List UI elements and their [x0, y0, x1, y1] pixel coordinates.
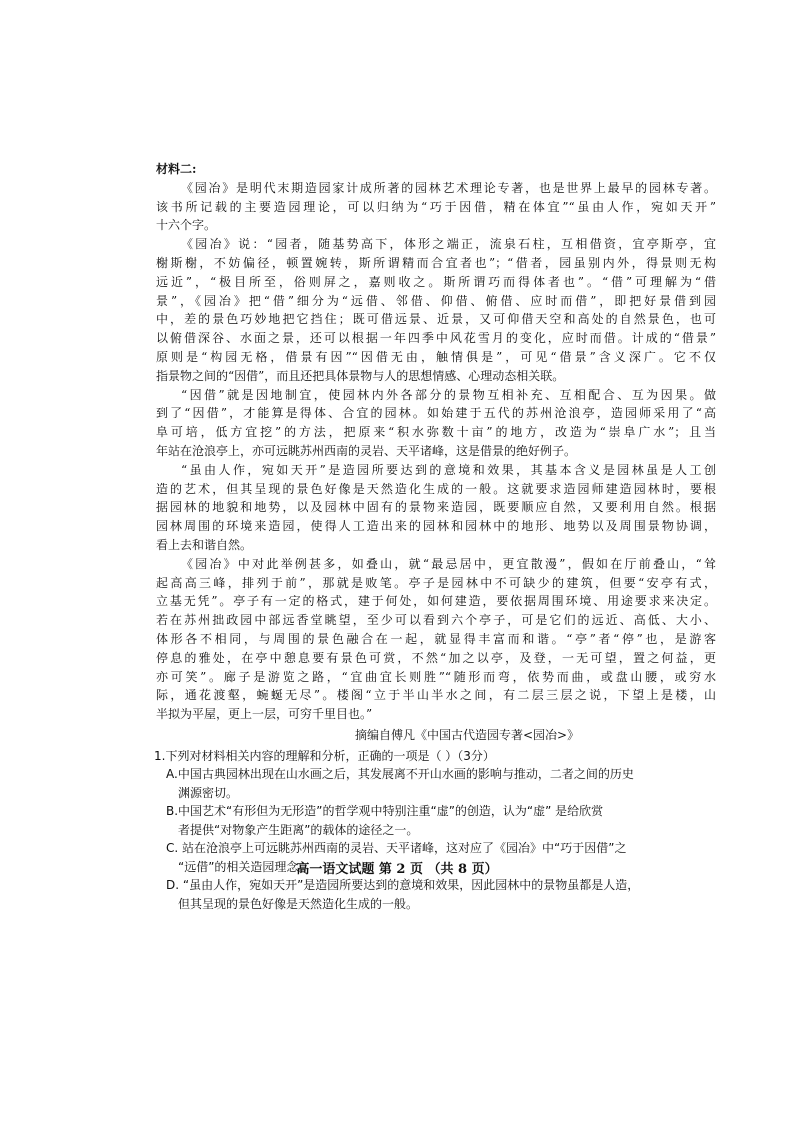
material-line: 园林周围的环境来造园，使得人工造出来的园林和园林中的地形、地势以及周围景物协调， [156, 519, 716, 534]
option-c: C. 站在沧浪亭上可远眺苏州西南的灵岩、天平诸峰，这对应了《园冶》中“巧于因借”之 [166, 841, 627, 856]
material-line: 年站在沧浪亭上，亦可远眺苏州西南的灵岩、天平诸峰，这是借景的绝好例子。 [156, 444, 577, 458]
material-line: 景”，《园冶》把“借”细分为“远借、邻借、仰借、俯借、应时而借”，即把好景借到园 [156, 293, 716, 308]
material-line: 亦可笑”。廊子是游览之路，“宜曲宜长则胜”“随形而弯，依势而曲，或盘山腰，或穷水 [156, 669, 716, 684]
material-line: “因借”就是因地制宜，使园林内外各部分的景物互相补充、互相配合、互为因果。做 [181, 387, 716, 402]
material-line: “虽由人作，宛如天开”是造园所要达到的意境和效果，其基本含义是园林虽是人工创 [181, 462, 716, 477]
material-heading: 材料二: [156, 162, 197, 176]
option-c-continued: “远借”的相关造园理念。 [178, 859, 311, 874]
material-line: 看上去和谐自然。 [156, 538, 253, 552]
material-line: 据园林的地貌和地势，以及园林中固有的景物来造园，既要顺应自然，又要利用自然。根据 [156, 500, 716, 515]
material-line: 十六个字。 [156, 218, 217, 233]
option-d: D. “虽由人作，宛如天开”是造园所要达到的意境和效果，因此园林中的景物虽都是人造， [166, 878, 640, 893]
material-line: 中，差的景色巧妙地把它挡住；既可借远景、近景，又可仰借天空和高处的自然景色，也可 [156, 312, 716, 327]
material-line: 《园冶》是明代末期造园家计成所著的园林艺术理论专著，也是世界上最早的园林专著。 [181, 180, 716, 195]
material-line: 到了“因借”，才能算是得体、合宜的园林。如始建于五代的苏州沧浪亭，造园师采用了“高 [156, 406, 716, 421]
material-line: 《园冶》说：“园者，随基势高下，体形之端正，流泉石柱，互相借资，宜亭斯亭，宜 [181, 237, 716, 252]
material-line: 以俯借深谷、水面之景，还可以根据一年四季中风花雪月的变化，应时而借。计成的“借景” [156, 331, 716, 346]
option-a-continued: 渊源密切。 [178, 785, 239, 800]
material-line: 远近”，“极目所至，俗则屏之，嘉则收之。斯所谓巧而得体者也”。“借”可理解为“借 [156, 274, 716, 289]
material-line: 体形各不相同，与周围的景色融合在一起，就显得丰富而和谐。“亭”者“停”也，是游客 [156, 632, 716, 646]
material-line: 半拟为平屋，更上一层，可穷千里目也。” [156, 707, 373, 722]
material-line: 《园冶》中对此举例甚多，如叠山，就“最忌居中，更宜散漫”，假如在厅前叠山，“耸 [181, 556, 716, 571]
material-line: 原则是“构园无格，借景有因”“因借无由，触情俱是”，可见“借景”含义深广。它不仅 [156, 350, 716, 364]
material-line: 该书所记载的主要造园理论，可以归纳为“巧于因借，精在体宜”“虽由人作，宛如天开” [156, 199, 716, 214]
option-b: B.中国艺术“有形但为无形造”的哲学观中特别注重“虚”的创造，认为“虚” 是给欣赏 [166, 804, 604, 819]
material-line: 指景物之间的“因借”，而且还把具体景物与人的思想情感、心理动态相关联。 [156, 368, 565, 383]
source-citation: 摘编自傅凡《中国古代造园专著<园冶>》 [355, 728, 580, 742]
material-line: 若在苏州拙政园中部远香堂眺望，至少可以看到六个亭子，可是它们的远近、高低、大小、 [156, 613, 716, 628]
option-b-continued: 者提供“对物象产生距离”的载体的途径之一。 [178, 822, 419, 837]
material-line: 造的艺术，但其呈现的景色好像是天然造化生成的一般。这就要求造园师建造园林时，要根 [156, 481, 716, 496]
material-line: 阜可培，低方宜挖”的方法，把原来“积水弥数十亩”的地方，改造为“崇阜广水”；且当 [156, 425, 716, 440]
material-line: 榭斯榭，不妨偏径，顿置婉转，斯所谓精而合宜者也”；“借者，园虽别内外，得景则无构 [156, 256, 716, 270]
material-line: 际，通花渡壑，蜿蜒无尽”。楼阁“立于半山半水之间，有二层三层之说，下望上是楼，山 [156, 688, 716, 703]
option-a: A.中国古典园林出现在山水画之后，其发展离不开山水画的影响与推动，二者之间的历史 [166, 767, 634, 782]
material-line: 停息的雅处，在亭中憩息要有景色可赏，不然“加之以亭，及登，一无可望，置之何益，更 [156, 650, 716, 665]
page-footer: 高一语文试题 第 2 页 （共 8 页） [296, 862, 498, 877]
material-line: 立基无凭”。亭子有一定的格式，建于何处，如何建造，要依据周围环境、用途要求来决定。 [156, 594, 716, 609]
option-d-continued: 但其呈现的景色好像是天然造化生成的一般。 [178, 896, 419, 911]
question-stem: 1.下列对材料相关内容的理解和分析，正确的一项是（ ）（3分） [154, 748, 495, 763]
material-line: 起高高三峰，排列于前”，那就是败笔。亭子是园林中不可缺少的建筑，但要“安亭有式， [156, 575, 716, 590]
